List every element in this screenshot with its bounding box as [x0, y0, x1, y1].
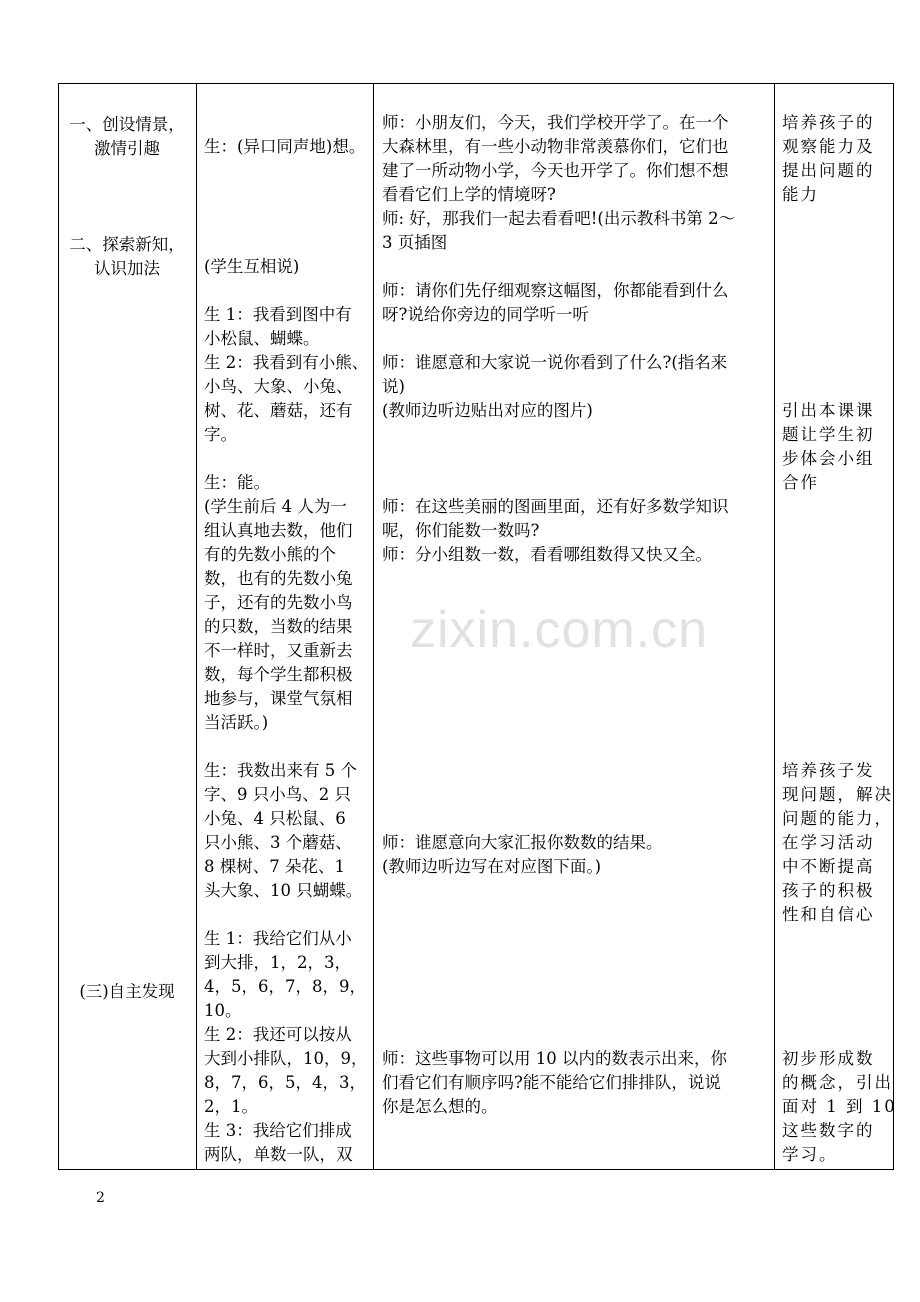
watermark: zixin.com.cn [410, 601, 709, 659]
student-activity-4: 生：能。 (学生前后 4 人为一 组认真地去数，他们 有的先数小熊的个 数，也有的先数小兔 子，还有的先数小鸟 的只数，当数的结果 不一样时，又重新去 数，每个学生都积极 地参与，课堂气氛相 当活跃。) [204, 473, 353, 732]
teacher-activity-1: 师：小朋友们，今天，我们学校开学了。在一个 大森林里，有一些小动物非常羡慕你们，它们也 建了一所动物小学，今天也开学了。你们想不想 看看它们上学的情境呀? 师: 好，那我们一起去看看吧!(出示教科书第 2～ 3 页插图 [382, 113, 736, 252]
design-intent-3: 培养孩子发 现问题，解决 问题的能力， 在学习活动 中不断提高 孩子的积极 性和自信心 [782, 761, 893, 924]
student-activity-1: 生：(异口同声地)想。 [204, 137, 366, 156]
teacher-activity-6: 师：这些事物可以用 10 以内的数表示出来，你 们看它们有顺序吗?能不能给它们排排队，说说 你是怎么想的。 [382, 1049, 727, 1116]
design-intent-2: 引出本课课 题让学生初 步体会小组 合作 [782, 401, 875, 492]
teacher-activity-3: 师：谁愿意和大家说一说你看到了什么?(指名来 说) (教师边听边贴出对应的图片) [382, 353, 728, 420]
teacher-activity-5: 师：谁愿意向大家汇报你数数的结果。 (教师边听边写在对应图下面。) [382, 833, 663, 876]
stage-1-title: 一、创设情景， 激情引趣 [69, 115, 185, 158]
student-activity-5: 生：我数出来有 5 个 字、9 只小鸟、2 只 小兔、4 只松鼠、6 只小熊、3 个蘑菇、 8 棵树、7 朵花、1 头大象、10 只蝴蝶。 [204, 761, 363, 900]
page-number: 2 [96, 1190, 105, 1206]
student-activity-3: 生 1：我看到图中有 小松鼠、蝴蝶。 生 2：我看到有小熊、 小鸟、大象、小兔、 树、花、蘑菇，还有 字。 [204, 305, 369, 444]
stage-2-title: 二、探索新知， 认识加法 [69, 235, 185, 278]
column-divider [196, 84, 197, 1169]
design-intent-4: 初步形成数 的概念，引出 面对 1 到 10 这些数字的 学习。 [782, 1049, 897, 1164]
teacher-activity-2: 师：请你们先仔细观察这幅图，你都能看到什么 呀?说给你旁边的同学听一听 [382, 281, 729, 324]
student-activity-6: 生 1：我给它们从小 到大排，1，2，3， 4，5，6，7，8，9， 10。 生 2：我还可以按从 大到小排队，10，9， 8，7，6，5，4，3， 2，1。 生 3：我给它们排成 两队，单数一队，双 [204, 929, 368, 1164]
column-divider [373, 84, 374, 1169]
stage-3-title: (三)自主发现 [79, 982, 175, 1001]
student-activity-2: (学生互相说) [204, 257, 300, 276]
teacher-activity-4: 师：在这些美丽的图画里面，还有好多数学知识 呢，你们能数一数吗? 师：分小组数一数，看看哪组数得又快又全。 [382, 497, 729, 564]
column-divider [774, 84, 775, 1169]
design-intent-1: 培养孩子的 观察能力及 提出问题的 能力 [782, 113, 875, 204]
